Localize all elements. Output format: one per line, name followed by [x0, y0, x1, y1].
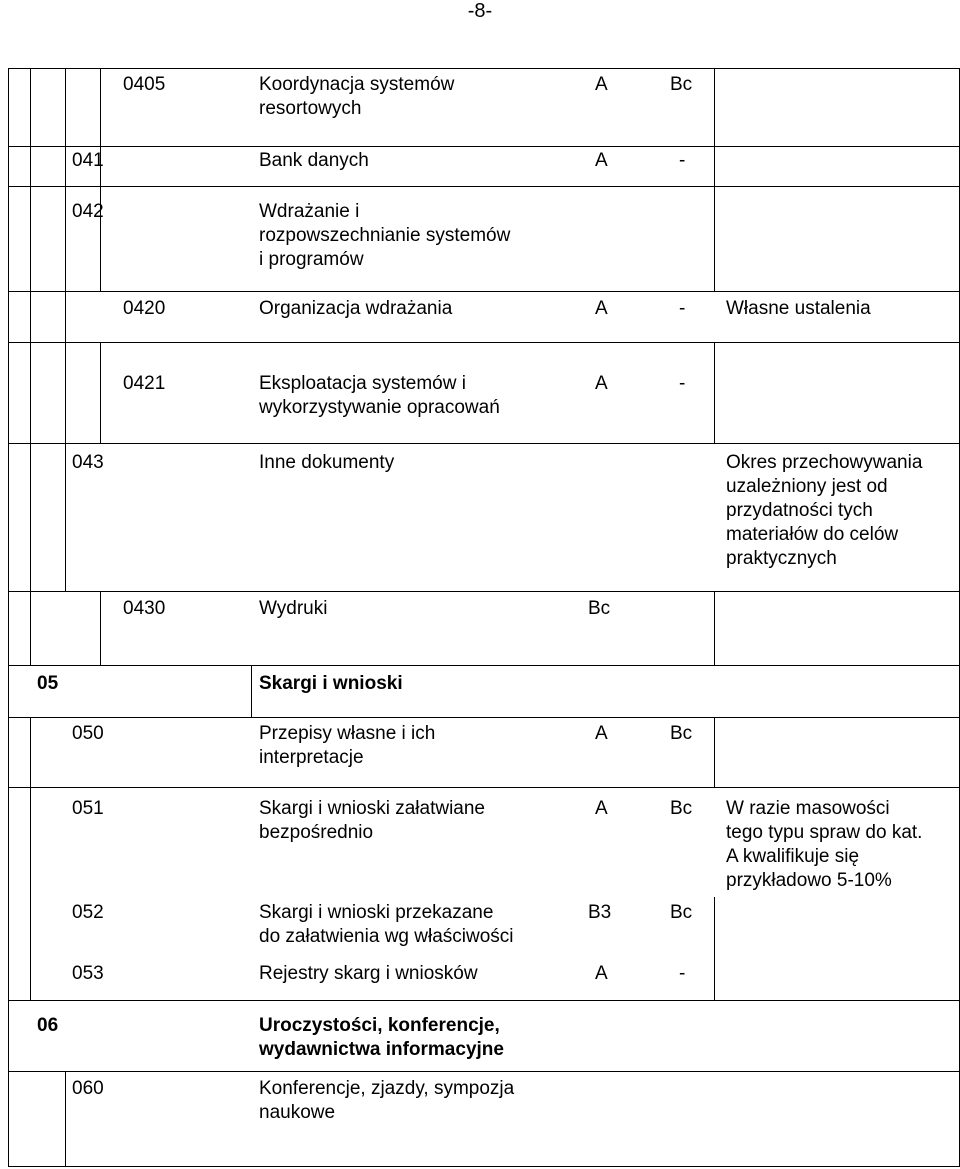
col-line [65, 68, 66, 591]
row-category-secondary: Bc [670, 798, 693, 819]
row-divider [8, 186, 960, 187]
row-divider [8, 591, 960, 592]
row-name-line: Skargi i wnioski załatwiane [259, 798, 485, 819]
row-code: 053 [72, 963, 104, 984]
row-code: 060 [72, 1078, 104, 1099]
col-line [714, 591, 715, 666]
row-divider [8, 443, 960, 444]
section-code: 06 [37, 1015, 59, 1036]
col-line [100, 591, 101, 666]
row-code: 043 [72, 452, 104, 473]
row-name-line: Organizacja wdrażania [259, 298, 453, 319]
col-line [30, 717, 31, 1000]
row-category-secondary: Bc [670, 74, 693, 95]
row-code: 0405 [123, 74, 166, 95]
row-note-line: A kwalifikuje się [726, 846, 860, 867]
page-number: -8- [467, 0, 493, 22]
row-name-line: interpretacje [259, 747, 364, 768]
col-line [714, 717, 715, 788]
row-category: A [595, 963, 608, 984]
row-note-line: praktycznych [726, 548, 837, 569]
row-category: A [595, 150, 608, 171]
row-note-line: przykładowo 5-10% [726, 870, 892, 891]
row-category-secondary: Bc [670, 723, 693, 744]
row-note-line: materiałów do celów [726, 524, 899, 545]
row-name-line: resortowych [259, 98, 362, 119]
col-line [30, 68, 31, 666]
row-name-line: Przepisy własne i ich [259, 723, 436, 744]
row-name-line: wykorzystywanie opracowań [259, 397, 500, 418]
row-divider [8, 1000, 960, 1001]
row-divider [8, 146, 960, 147]
col-line [100, 342, 101, 443]
row-name-line: i programów [259, 249, 364, 270]
row-category: A [595, 723, 608, 744]
row-divider [8, 665, 960, 666]
row-name-line: Bank danych [259, 150, 369, 171]
table-bottom-border [8, 1166, 960, 1167]
section-title-line: Uroczystości, konferencje, [259, 1015, 500, 1036]
row-category-secondary: - [679, 298, 686, 319]
table-top-border [8, 68, 960, 69]
row-divider [8, 717, 960, 718]
row-code: 051 [72, 798, 104, 819]
row-code: 0421 [123, 373, 166, 394]
row-code: 042 [72, 201, 104, 222]
row-category: A [595, 298, 608, 319]
row-category: A [595, 798, 608, 819]
row-note-line: W razie masowości [726, 798, 890, 819]
row-divider [8, 342, 960, 343]
row-category-secondary: - [679, 963, 686, 984]
col-line [100, 68, 101, 291]
row-category: B3 [588, 902, 612, 923]
row-name-line: Skargi i wnioski przekazane [259, 902, 494, 923]
row-name-line: do załatwienia wg właściwości [259, 926, 514, 947]
section-code: 05 [37, 673, 59, 694]
row-name-line: rozpowszechnianie systemów [259, 225, 511, 246]
row-divider [8, 291, 960, 292]
section-title-line: wydawnictwa informacyjne [259, 1039, 504, 1060]
row-name-line: Wdrażanie i [259, 201, 360, 222]
row-divider [8, 787, 960, 788]
row-note-line: uzależniony jest od [726, 476, 888, 497]
row-note-line: tego typu spraw do kat. [726, 822, 923, 843]
row-name-line: Koordynacja systemów [259, 74, 455, 95]
row-category-secondary: Bc [670, 902, 693, 923]
row-category-secondary: - [679, 373, 686, 394]
table-left-border [8, 68, 9, 1167]
row-divider [8, 1071, 960, 1072]
row-name-line: Rejestry skarg i wniosków [259, 963, 478, 984]
row-name-line: Eksploatacja systemów i [259, 373, 466, 394]
row-name-line: bezpośrednio [259, 822, 374, 843]
row-category: A [595, 373, 608, 394]
row-name-line: Inne dokumenty [259, 452, 395, 473]
row-note-line: przydatności tych [726, 500, 873, 521]
row-code: 041 [72, 150, 104, 171]
col-line [714, 342, 715, 443]
row-category: A [595, 74, 608, 95]
col-line [65, 1071, 66, 1167]
col-line [714, 897, 715, 1001]
row-code: 050 [72, 723, 104, 744]
row-category-secondary: - [679, 150, 686, 171]
row-note-line: Własne ustalenia [726, 298, 871, 319]
row-name-line: naukowe [259, 1102, 336, 1123]
row-name-line: Konferencje, zjazdy, sympozja [259, 1078, 515, 1099]
row-code: 052 [72, 902, 104, 923]
col-line [714, 68, 715, 292]
section-title: Skargi i wnioski [259, 673, 403, 694]
row-category: Bc [588, 598, 611, 619]
row-code: 0420 [123, 298, 166, 319]
row-code: 0430 [123, 598, 166, 619]
row-note-line: Okres przechowywania [726, 452, 923, 473]
col-line [251, 665, 252, 718]
row-name-line: Wydruki [259, 598, 328, 619]
